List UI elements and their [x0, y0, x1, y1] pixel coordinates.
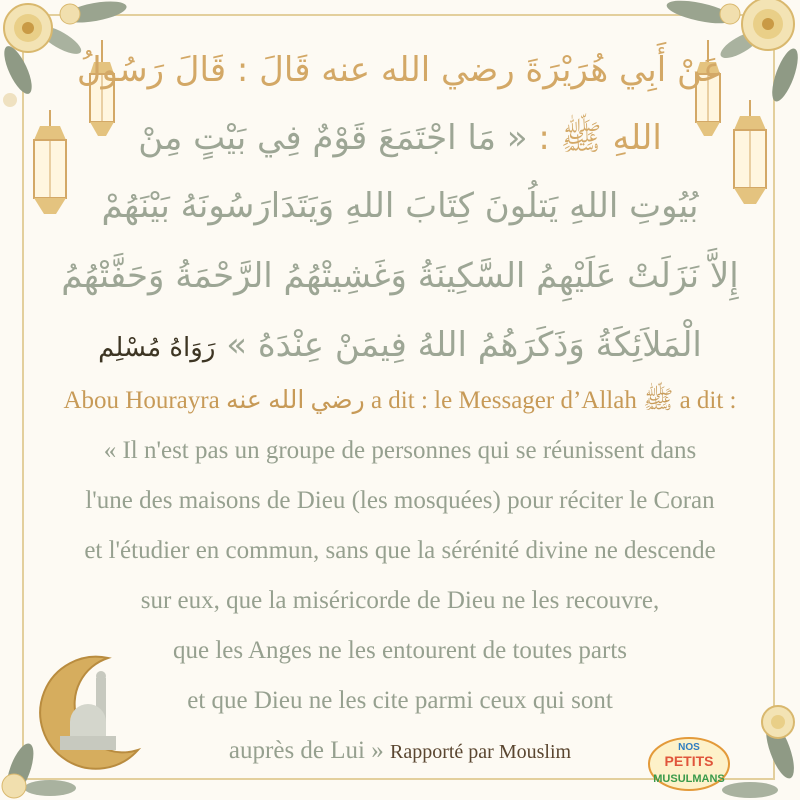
french-line: et l'étudier en commun, sans que la sérénité divine ne descende: [84, 537, 716, 564]
logo-line-3: MUSULMANS: [653, 773, 725, 785]
french-line: « Il n'est pas un groupe de personnes qui se réunissent dans: [103, 437, 697, 464]
arabic-line-2-grey: « مَا اجْتَمَعَ قَوْمٌ فِي بَيْتٍ مِنْ: [138, 118, 528, 158]
arabic-line-1: عَنْ أَبِي هُرَيْرَةَ رضي الله عنه قَالَ : قَالَ رَسُولُ: [76, 50, 724, 90]
french-source: Rapporté par Mouslim: [389, 741, 572, 763]
arabic-line-2: [0, 118, 800, 158]
logo-line-2: PETITS: [664, 753, 714, 769]
arabic-line-2-gold: اللهِ ﷺ :: [538, 118, 662, 158]
nos-petits-musulmans-logo: [645, 730, 733, 794]
arabic-line-5: [0, 325, 800, 368]
arabic-line-5-grey: الْمَلاَئِكَةُ وَذَكَرَهُمُ اللهُ فِيمَنْ عِنْدَهُ »: [226, 325, 702, 365]
french-line: sur eux, que la miséricorde de Dieu ne les recouvre,: [140, 587, 660, 614]
french-heading: Abou Hourayra رضي الله عنه a dit : le Messager d’Allah ﷺ a dit :: [63, 387, 737, 414]
french-line: que les Anges ne les entourent de toutes parts: [172, 637, 628, 664]
french-line: auprès de Lui »: [228, 737, 384, 764]
arabic-source: رَوَاهُ مُسْلِم: [98, 333, 216, 363]
french-line: et que Dieu ne les cite parmi ceux qui sont: [187, 687, 613, 714]
french-line: l'une des maisons de Dieu (les mosquées) pour réciter le Coran: [85, 487, 715, 514]
logo-line-1: NOS: [678, 742, 700, 753]
arabic-line-4: إِلاَّ نَزَلَتْ عَلَيْهِمُ السَّكِينَةُ وَغَشِيتْهُمُ الرَّحْمَةُ وَحَفَّتْهُمُ: [61, 256, 739, 296]
arabic-line-3: بُيُوتِ اللهِ يَتلُونَ كِتَابَ اللهِ وَيَتَدَارَسُونَهُ بَيْنَهُمْ: [101, 186, 699, 226]
